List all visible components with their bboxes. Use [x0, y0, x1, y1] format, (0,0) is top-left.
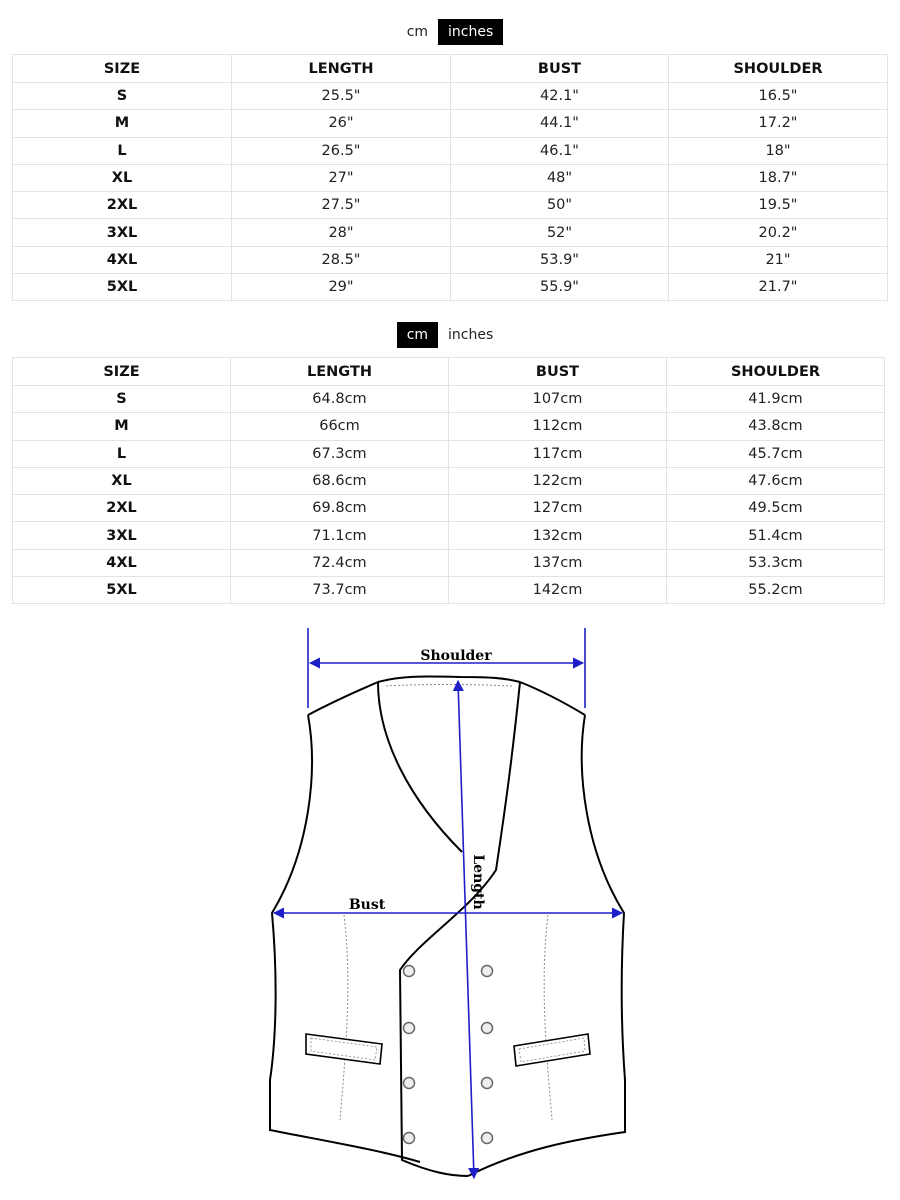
unit-option-cm[interactable]: cm — [397, 322, 438, 348]
header-length: LENGTH — [232, 55, 451, 83]
vest-outline — [270, 677, 625, 1176]
vest-measurement-diagram — [0, 620, 900, 1200]
unit-option-inches[interactable]: inches — [438, 19, 503, 45]
length-cell: 27.5" — [232, 192, 451, 219]
shoulder-cell: 41.9cm — [667, 386, 885, 413]
size-cell: XL — [13, 164, 232, 191]
size-cell: 3XL — [13, 522, 231, 549]
bust-cell: 142cm — [449, 577, 667, 604]
length-cell: 71.1cm — [231, 522, 449, 549]
length-cell: 64.8cm — [231, 386, 449, 413]
size-cell: M — [13, 110, 232, 137]
shoulder-cell: 55.2cm — [667, 577, 885, 604]
length-cell: 68.6cm — [231, 467, 449, 494]
bust-cell: 112cm — [449, 413, 667, 440]
size-cell: 2XL — [13, 192, 232, 219]
bust-cell: 127cm — [449, 495, 667, 522]
bust-label: Bust — [348, 897, 386, 913]
button-icon — [404, 1023, 415, 1034]
table-row — [13, 413, 885, 440]
bust-cell: 42.1" — [451, 83, 669, 110]
bust-cell: 48" — [451, 164, 669, 191]
length-cell: 29" — [232, 274, 451, 301]
size-cell: 5XL — [13, 577, 231, 604]
unit-toggle-cm-table — [0, 322, 900, 348]
shoulder-cell: 45.7cm — [667, 440, 885, 467]
size-cell: L — [13, 440, 231, 467]
table-row — [13, 219, 888, 246]
bust-cell: 107cm — [449, 386, 667, 413]
table-row — [13, 110, 888, 137]
header-size: SIZE — [13, 55, 232, 83]
header-bust: BUST — [451, 55, 669, 83]
shoulder-cell: 21" — [669, 246, 888, 273]
table-row — [13, 440, 885, 467]
length-cell: 66cm — [231, 413, 449, 440]
button-icon — [482, 1133, 493, 1144]
length-cell: 67.3cm — [231, 440, 449, 467]
length-cell: 27" — [232, 164, 451, 191]
shoulder-cell: 51.4cm — [667, 522, 885, 549]
size-cell: M — [13, 413, 231, 440]
shoulder-cell: 18.7" — [669, 164, 888, 191]
table-header-row — [13, 358, 885, 386]
shoulder-cell: 18" — [669, 137, 888, 164]
size-cell: 4XL — [13, 549, 231, 576]
length-measure-line — [458, 681, 474, 1178]
table-row — [13, 386, 885, 413]
shoulder-label: Shoulder — [420, 648, 492, 664]
table-row — [13, 467, 885, 494]
button-icon — [482, 1078, 493, 1089]
pocket-left — [306, 1034, 382, 1064]
bust-cell: 44.1" — [451, 110, 669, 137]
unit-toggle-inches-table — [0, 19, 900, 45]
button-icon — [482, 966, 493, 977]
bust-cell: 46.1" — [451, 137, 669, 164]
size-cell: XL — [13, 467, 231, 494]
header-shoulder: SHOULDER — [669, 55, 888, 83]
bust-cell: 122cm — [449, 467, 667, 494]
size-cell: 4XL — [13, 246, 232, 273]
vest-buttons — [404, 966, 493, 1144]
unit-option-inches[interactable]: inches — [448, 327, 494, 343]
length-cell: 69.8cm — [231, 495, 449, 522]
size-table-cm — [12, 357, 885, 604]
length-cell: 26.5" — [232, 137, 451, 164]
table-row — [13, 522, 885, 549]
shoulder-cell: 47.6cm — [667, 467, 885, 494]
header-size: SIZE — [13, 358, 231, 386]
size-cell: L — [13, 137, 232, 164]
table-row — [13, 164, 888, 191]
length-cell: 28" — [232, 219, 451, 246]
pocket-right — [514, 1034, 590, 1066]
bust-cell: 117cm — [449, 440, 667, 467]
table-header-row — [13, 55, 888, 83]
shoulder-cell: 21.7" — [669, 274, 888, 301]
length-cell: 25.5" — [232, 83, 451, 110]
size-cell: 5XL — [13, 274, 232, 301]
length-cell: 26" — [232, 110, 451, 137]
table-row — [13, 495, 885, 522]
bust-cell: 53.9" — [451, 246, 669, 273]
bust-cell: 50" — [451, 192, 669, 219]
shoulder-cell: 16.5" — [669, 83, 888, 110]
header-shoulder: SHOULDER — [667, 358, 885, 386]
bust-cell: 52" — [451, 219, 669, 246]
button-icon — [482, 1023, 493, 1034]
shoulder-cell: 17.2" — [669, 110, 888, 137]
length-cell: 28.5" — [232, 246, 451, 273]
table-row — [13, 192, 888, 219]
unit-option-cm[interactable]: cm — [406, 24, 429, 40]
shoulder-cell: 19.5" — [669, 192, 888, 219]
header-length: LENGTH — [231, 358, 449, 386]
size-cell: S — [13, 83, 232, 110]
table-row — [13, 83, 888, 110]
button-icon — [404, 1078, 415, 1089]
size-cell: 2XL — [13, 495, 231, 522]
size-cell: 3XL — [13, 219, 232, 246]
size-cell: S — [13, 386, 231, 413]
button-icon — [404, 1133, 415, 1144]
length-label: Length — [470, 854, 486, 910]
size-table-inches — [12, 54, 888, 301]
table-row — [13, 137, 888, 164]
table-row — [13, 549, 885, 576]
shoulder-cell: 53.3cm — [667, 549, 885, 576]
bust-cell: 132cm — [449, 522, 667, 549]
table-row — [13, 246, 888, 273]
length-cell: 73.7cm — [231, 577, 449, 604]
table-row — [13, 577, 885, 604]
header-bust: BUST — [449, 358, 667, 386]
button-icon — [404, 966, 415, 977]
shoulder-cell: 20.2" — [669, 219, 888, 246]
table-row — [13, 274, 888, 301]
bust-cell: 137cm — [449, 549, 667, 576]
shoulder-cell: 49.5cm — [667, 495, 885, 522]
bust-cell: 55.9" — [451, 274, 669, 301]
length-cell: 72.4cm — [231, 549, 449, 576]
shoulder-cell: 43.8cm — [667, 413, 885, 440]
